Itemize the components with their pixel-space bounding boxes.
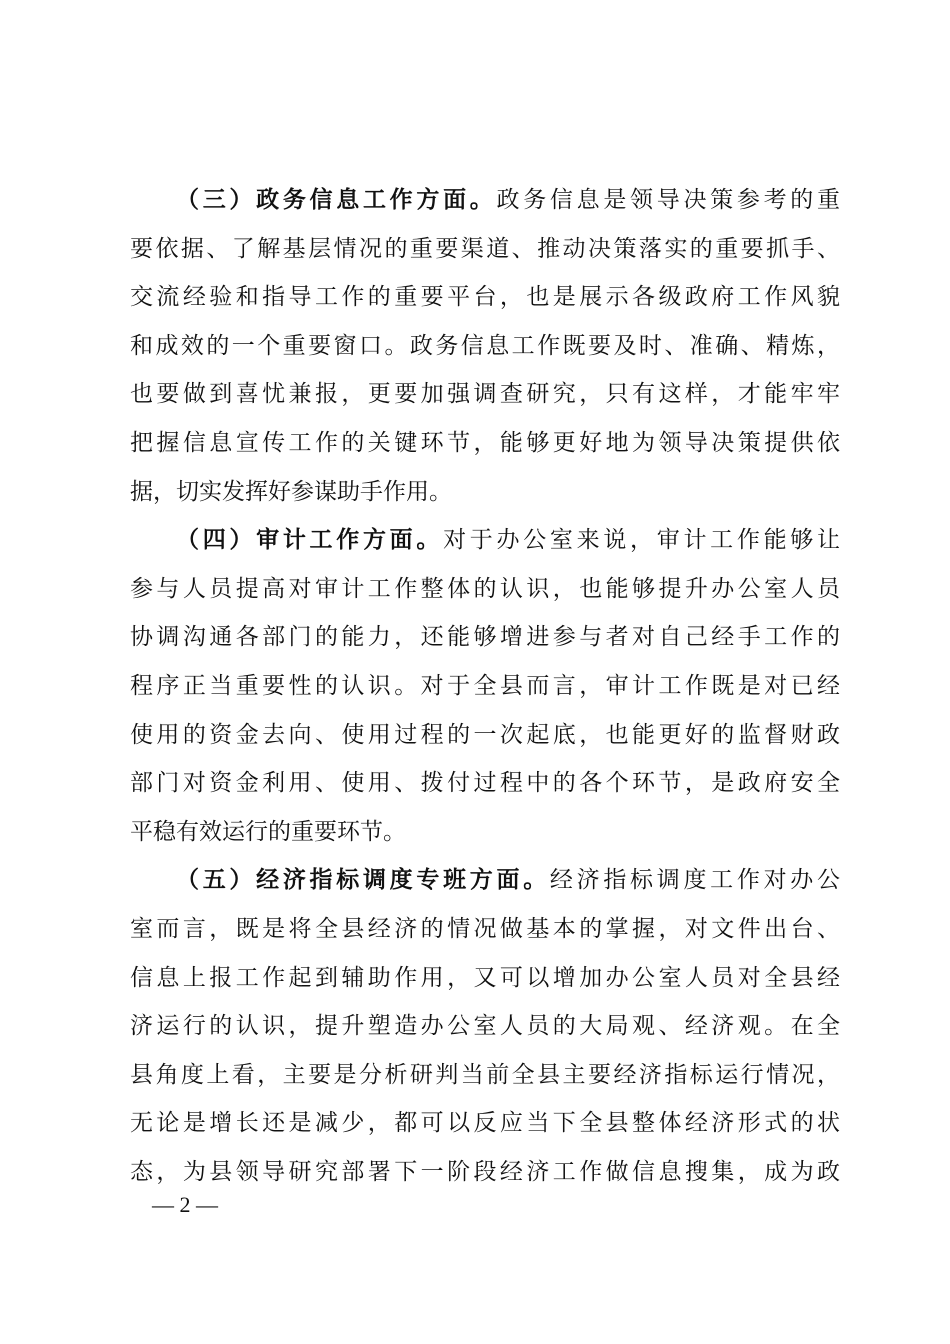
paragraph-text: 经济指标调度工作对办公	[549, 867, 841, 894]
paragraph-government-info	[130, 176, 840, 516]
paragraph-line: 平稳有效运行的重要环节。	[130, 818, 406, 845]
paragraph-line: 信息上报工作起到辅助作用，又可以增加办公室人员对全县经	[130, 964, 840, 991]
paragraph-line: 部门对资金利用、使用、拨付过程中的各个环节，是政府安全	[130, 770, 840, 797]
paragraph-line: 和成效的一个重要窗口。政务信息工作既要及时、准确、精炼，	[130, 332, 840, 359]
page-number: — 2 —	[152, 1192, 218, 1217]
paragraph-text: 对于办公室来说，审计工作能够让	[443, 527, 841, 554]
paragraph-first-line	[130, 856, 840, 905]
paragraph-line: 济运行的认识，提升塑造办公室人员的大局观、经济观。在全	[130, 1013, 840, 1040]
paragraph-audit	[130, 516, 840, 856]
paragraph-line: 协调沟通各部门的能力，还能够增进参与者对自己经手工作的	[130, 624, 840, 651]
paragraph-line: 态，为县领导研究部署下一阶段经济工作做信息搜集，成为政	[130, 1158, 840, 1185]
section-heading: （四）审计工作方面。	[176, 526, 444, 554]
paragraph-line: 程序正当重要性的认识。对于全县而言，审计工作既是对已经	[130, 672, 840, 699]
paragraph-economic-indicators	[130, 856, 840, 1196]
section-heading: （五）经济指标调度专班方面。	[176, 866, 550, 894]
paragraph-line: 室而言，既是将全县经济的情况做基本的掌握，对文件出台、	[130, 915, 840, 942]
paragraph-line: 无论是增长还是减少，都可以反应当下全县整体经济形式的状	[130, 1110, 840, 1137]
paragraph-first-line	[130, 176, 840, 225]
paragraph-line: 也要做到喜忧兼报，更要加强调查研究，只有这样，才能牢牢	[130, 381, 840, 408]
paragraph-first-line	[130, 516, 840, 565]
paragraph-line: 县角度上看，主要是分析研判当前全县主要经济指标运行情况，	[130, 1061, 840, 1088]
paragraph-line: 使用的资金去向、使用过程的一次起底，也能更好的监督财政	[130, 721, 840, 748]
paragraph-text: 政务信息是领导决策参考的重	[496, 187, 841, 213]
paragraph-line: 要依据、了解基层情况的重要渠道、推动决策落实的重要抓手、	[130, 235, 840, 262]
paragraph-line: 把握信息宣传工作的关键环节，能够更好地为领导决策提供依	[130, 429, 840, 456]
body-text	[130, 176, 840, 1196]
paragraph-line: 据，切实发挥好参谋助手作用。	[130, 478, 452, 505]
section-heading: （三）政务信息工作方面。	[176, 186, 497, 213]
paragraph-line: 交流经验和指导工作的重要平台，也是展示各级政府工作风貌	[130, 284, 840, 311]
paragraph-line: 参与人员提高对审计工作整体的认识，也能够提升办公室人员	[130, 575, 840, 602]
